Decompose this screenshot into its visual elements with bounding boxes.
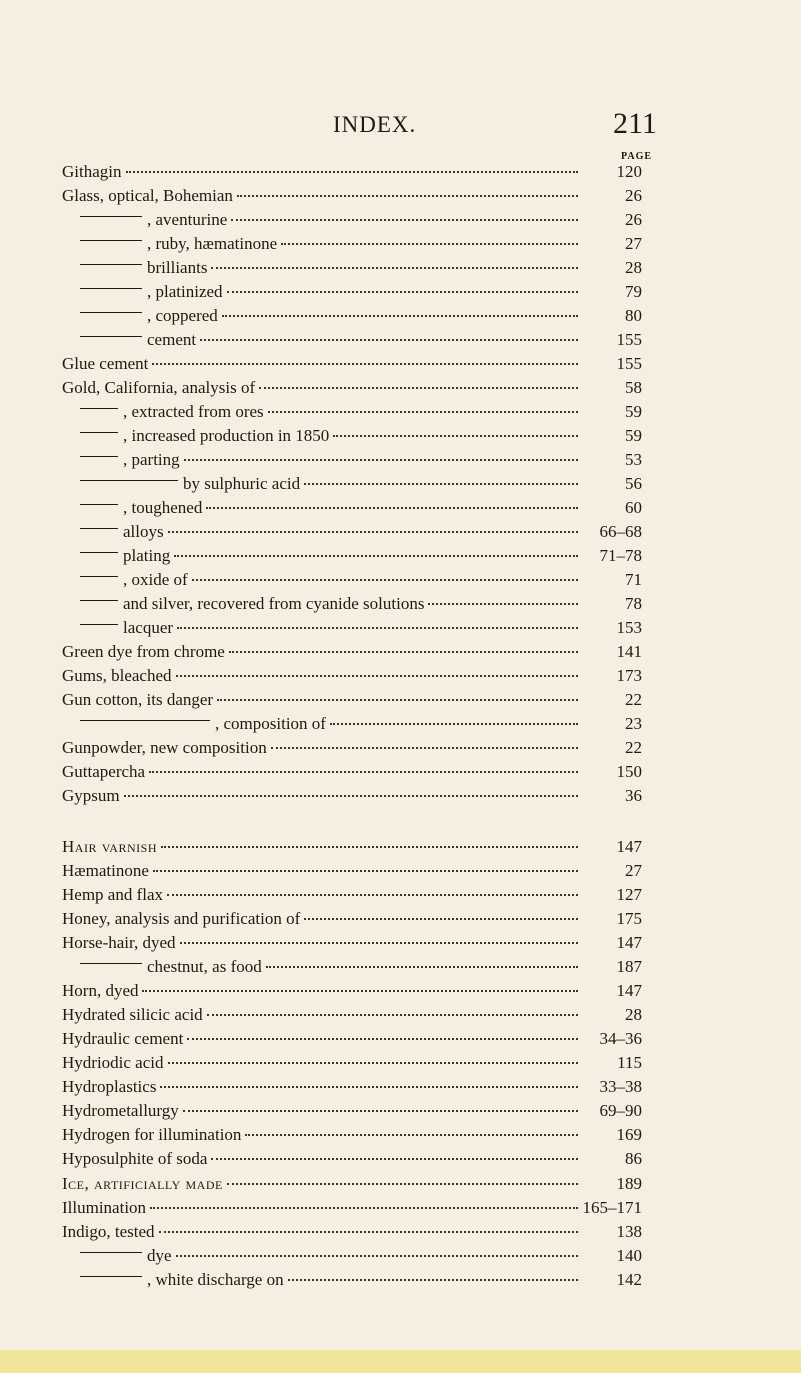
entry-label: Green dye from chrome — [62, 642, 225, 661]
entry-page-number: 147 — [616, 981, 642, 1000]
entry-page-number: 115 — [617, 1053, 642, 1072]
entry-text — [80, 712, 326, 736]
entry-text — [62, 640, 225, 664]
index-entry — [62, 184, 642, 208]
ditto-dash — [80, 264, 142, 265]
entry-label: , toughened — [123, 498, 203, 517]
dot-leader — [237, 195, 578, 197]
entry-text — [80, 232, 277, 256]
dot-leader — [211, 1158, 578, 1160]
index-entry — [62, 760, 642, 784]
entry-page-number: 22 — [625, 738, 642, 757]
dot-leader — [159, 1231, 578, 1233]
entry-label: chestnut, as food — [147, 957, 262, 976]
entry-page-number: 155 — [616, 330, 642, 349]
dot-leader — [184, 459, 578, 461]
index-entry — [62, 424, 642, 448]
index-entry — [62, 931, 642, 955]
dot-leader — [161, 846, 578, 848]
index-entry — [62, 1172, 642, 1196]
index-entry — [62, 907, 642, 931]
dot-leader — [206, 507, 578, 509]
entry-text — [62, 859, 149, 883]
ditto-dash — [80, 432, 118, 433]
entry-label: Indigo, tested — [62, 1222, 155, 1241]
entry-text — [62, 1220, 155, 1244]
entry-label: Guttapercha — [62, 762, 146, 781]
entry-text — [62, 160, 122, 184]
entry-text — [80, 472, 300, 496]
dot-leader — [227, 291, 578, 293]
entry-text — [80, 520, 164, 544]
index-entry — [62, 640, 642, 664]
dot-leader — [271, 747, 578, 749]
dot-leader — [231, 219, 578, 221]
dot-leader — [142, 990, 578, 992]
entry-page-number: 150 — [616, 762, 642, 781]
entry-page-number: 27 — [625, 234, 642, 253]
ditto-dash — [80, 528, 118, 529]
index-entry — [62, 712, 642, 736]
entry-page-number: 28 — [625, 1005, 642, 1024]
entry-label: , composition of — [215, 714, 326, 733]
entry-page-number: 33–38 — [599, 1077, 642, 1096]
entry-page-number: 34–36 — [599, 1029, 642, 1048]
dot-leader — [330, 723, 578, 725]
entry-text — [80, 1244, 172, 1268]
index-entry — [62, 1051, 642, 1075]
entry-page-number: 69–90 — [599, 1101, 642, 1120]
entry-text — [62, 376, 255, 400]
entry-page-number: 23 — [625, 714, 642, 733]
index-entry — [62, 1027, 642, 1051]
index-entry — [62, 520, 642, 544]
dot-leader — [207, 1014, 578, 1016]
ditto-dash — [80, 1276, 142, 1277]
index-entry — [62, 256, 642, 280]
entry-label: , aventurine — [147, 210, 228, 229]
dot-leader — [304, 918, 578, 920]
index-entry — [62, 472, 642, 496]
entry-page-number: 59 — [625, 402, 642, 421]
ditto-dash — [80, 288, 142, 289]
entry-text — [80, 400, 264, 424]
entry-page-number: 60 — [625, 498, 642, 517]
entry-label: cement — [147, 330, 197, 349]
dot-leader — [266, 966, 578, 968]
entry-text — [80, 328, 196, 352]
entry-text — [80, 304, 218, 328]
entry-label: Glass, optical, Bohemian — [62, 186, 233, 205]
dot-leader — [428, 603, 578, 605]
entry-page-number: 173 — [616, 666, 642, 685]
entry-text — [62, 1172, 223, 1196]
dot-leader — [167, 894, 578, 896]
index-entry — [62, 784, 642, 808]
dot-leader — [259, 387, 578, 389]
entry-label: Horn, dyed — [62, 981, 139, 1000]
entry-text — [62, 784, 120, 808]
entry-label: Hydrated silicic acid — [62, 1005, 203, 1024]
entry-text — [62, 760, 145, 784]
entry-text — [80, 544, 170, 568]
dot-leader — [126, 171, 579, 173]
index-entry — [62, 568, 642, 592]
index-section-g — [62, 160, 642, 808]
entry-page-number: 140 — [616, 1246, 642, 1265]
entry-page-number: 71–78 — [599, 546, 642, 565]
ditto-dash — [80, 552, 118, 553]
ditto-dash — [80, 576, 118, 577]
index-entry — [62, 1147, 642, 1171]
running-title: INDEX. — [333, 112, 417, 137]
entry-label: , extracted from ores — [123, 402, 264, 421]
entry-label: dye — [147, 1246, 172, 1265]
dot-leader — [180, 942, 578, 944]
entry-label: Hemp and flax — [62, 885, 164, 904]
index-entry — [62, 160, 642, 184]
entry-text — [62, 1099, 179, 1123]
index-entry — [62, 328, 642, 352]
index-entry — [62, 400, 642, 424]
index-entry — [62, 280, 642, 304]
page-column-label: PAGE — [621, 151, 653, 162]
entry-text — [62, 1003, 203, 1027]
dot-leader — [200, 339, 578, 341]
index-entry — [62, 955, 642, 979]
entry-label: lacquer — [123, 618, 174, 637]
entry-label: Honey, analysis and purification of — [62, 909, 301, 928]
entry-page-number: 120 — [616, 162, 642, 181]
ditto-dash — [80, 216, 142, 217]
entry-label: Glue cement — [62, 354, 149, 373]
index-entry — [62, 1196, 642, 1220]
index-entry — [62, 232, 642, 256]
entry-page-number: 187 — [616, 957, 642, 976]
entry-page-number: 141 — [616, 642, 642, 661]
dot-leader — [150, 1207, 578, 1209]
entry-text — [62, 1196, 146, 1220]
entry-text — [80, 208, 227, 232]
dot-leader — [245, 1134, 578, 1136]
entry-text — [62, 664, 172, 688]
entry-text — [62, 184, 233, 208]
entry-text — [80, 1268, 284, 1292]
entry-label: , parting — [123, 450, 180, 469]
ditto-dash — [80, 408, 118, 409]
entry-text — [62, 1147, 207, 1171]
entry-page-number: 22 — [625, 690, 642, 709]
dot-leader — [152, 363, 578, 365]
entry-text — [80, 448, 180, 472]
index-entry — [62, 1268, 642, 1292]
entry-page-number: 153 — [616, 618, 642, 637]
entry-label: Gypsum — [62, 786, 120, 805]
entry-text — [80, 616, 173, 640]
entry-page-number: 56 — [625, 474, 642, 493]
entry-label: Hydrometallurgy — [62, 1101, 179, 1120]
dot-leader — [168, 1062, 579, 1064]
entry-label: Hæmatinone — [62, 861, 149, 880]
dot-leader — [124, 795, 578, 797]
entry-label: Horse-hair, dyed — [62, 933, 176, 952]
index-entry — [62, 835, 642, 859]
ditto-dash — [80, 456, 118, 457]
dot-leader — [160, 1086, 578, 1088]
entry-page-number: 27 — [625, 861, 642, 880]
index-entry — [62, 688, 642, 712]
index-entry — [62, 1123, 642, 1147]
entry-label: Illumination — [62, 1198, 147, 1217]
entry-page-number: 28 — [625, 258, 642, 277]
entry-page-number: 59 — [625, 426, 642, 445]
ditto-dash — [80, 504, 118, 505]
ditto-dash — [80, 240, 142, 241]
entry-label: brilliants — [147, 258, 208, 277]
entry-label: Hydriodic acid — [62, 1053, 164, 1072]
entry-text — [80, 955, 262, 979]
dot-leader — [227, 1183, 578, 1185]
entry-text — [80, 568, 188, 592]
entry-page-number: 66–68 — [599, 522, 642, 541]
entry-label: by sulphuric acid — [183, 474, 301, 493]
entry-page-number: 142 — [616, 1270, 642, 1289]
index-entry — [62, 208, 642, 232]
dot-leader — [187, 1038, 578, 1040]
entry-page-number: 138 — [616, 1222, 642, 1241]
entry-page-number: 169 — [616, 1125, 642, 1144]
entry-label: Gun cotton, its danger — [62, 690, 214, 709]
entry-label: Hydroplastics — [62, 1077, 157, 1096]
entry-label: Hydraulic cement — [62, 1029, 184, 1048]
index-entry — [62, 448, 642, 472]
index-section-i — [62, 1172, 642, 1292]
entry-text — [62, 688, 213, 712]
dot-leader — [168, 531, 578, 533]
entry-label: , ruby, hæmatinone — [147, 234, 278, 253]
index-entry — [62, 592, 642, 616]
entry-text — [80, 280, 223, 304]
entry-page-number: 175 — [616, 909, 642, 928]
entry-page-number: 189 — [616, 1174, 642, 1193]
page-number: 211 — [613, 107, 657, 140]
entry-text — [62, 1027, 183, 1051]
dot-leader — [176, 675, 578, 677]
index-section-h — [62, 835, 642, 1171]
index-entry — [62, 883, 642, 907]
entry-text — [80, 256, 207, 280]
dot-leader — [333, 435, 578, 437]
ditto-dash — [80, 720, 210, 721]
ditto-dash — [80, 336, 142, 337]
entry-page-number: 78 — [625, 594, 642, 613]
index-entry — [62, 496, 642, 520]
entry-label: Ice, artificially made — [62, 1174, 223, 1193]
ditto-dash — [80, 480, 178, 481]
dot-leader — [183, 1110, 578, 1112]
dot-leader — [222, 315, 578, 317]
ditto-dash — [80, 1252, 142, 1253]
entry-page-number: 26 — [625, 186, 642, 205]
dot-leader — [229, 651, 578, 653]
entry-text — [62, 1075, 156, 1099]
ditto-dash — [80, 624, 118, 625]
entry-label: , oxide of — [123, 570, 188, 589]
entry-page-number: 127 — [616, 885, 642, 904]
ditto-dash — [80, 963, 142, 964]
entry-label: , increased production in 1850 — [123, 426, 330, 445]
dot-leader — [211, 267, 578, 269]
entry-label: Githagin — [62, 162, 122, 181]
dot-leader — [288, 1279, 578, 1281]
index-entry — [62, 1244, 642, 1268]
entry-text — [80, 496, 202, 520]
index-entry — [62, 736, 642, 760]
entry-text — [62, 352, 148, 376]
entry-text — [62, 931, 176, 955]
entry-label: Gums, bleached — [62, 666, 172, 685]
entry-label: Gold, California, analysis of — [62, 378, 256, 397]
ditto-dash — [80, 600, 118, 601]
ditto-dash — [80, 312, 142, 313]
entry-text — [62, 1051, 164, 1075]
entry-page-number: 147 — [616, 837, 642, 856]
entry-text — [80, 592, 424, 616]
entry-text — [62, 883, 163, 907]
entry-label: Hair varnish — [62, 837, 157, 856]
entry-page-number: 71 — [625, 570, 642, 589]
entry-label: alloys — [123, 522, 164, 541]
entry-text — [62, 1123, 241, 1147]
index-entry — [62, 664, 642, 688]
entry-text — [62, 979, 138, 1003]
dot-leader — [176, 1255, 578, 1257]
entry-page-number: 165–171 — [582, 1198, 642, 1217]
entry-page-number: 26 — [625, 210, 642, 229]
page-edge-strip — [0, 1350, 801, 1373]
entry-page-number: 58 — [625, 378, 642, 397]
dot-leader — [268, 411, 578, 413]
dot-leader — [281, 243, 578, 245]
entry-page-number: 53 — [625, 450, 642, 469]
index-entry — [62, 352, 642, 376]
entry-page-number: 36 — [625, 786, 642, 805]
dot-leader — [174, 555, 578, 557]
entry-text — [62, 907, 300, 931]
entry-label: plating — [123, 546, 171, 565]
dot-leader — [304, 483, 578, 485]
entry-label: , white discharge on — [147, 1270, 284, 1289]
index-entry — [62, 376, 642, 400]
dot-leader — [177, 627, 578, 629]
entry-label: Hydrogen for illumination — [62, 1125, 242, 1144]
index-entry — [62, 1099, 642, 1123]
entry-label: Gunpowder, new composition — [62, 738, 267, 757]
index-entry — [62, 979, 642, 1003]
index-entry — [62, 1220, 642, 1244]
entry-page-number: 79 — [625, 282, 642, 301]
index-entry — [62, 544, 642, 568]
entry-label: Hyposulphite of soda — [62, 1149, 208, 1168]
dot-leader — [149, 771, 578, 773]
entry-page-number: 86 — [625, 1149, 642, 1168]
index-entry — [62, 616, 642, 640]
dot-leader — [153, 870, 578, 872]
entry-text — [62, 736, 267, 760]
dot-leader — [192, 579, 578, 581]
entry-text — [80, 424, 329, 448]
index-entry — [62, 1003, 642, 1027]
entry-text — [62, 835, 157, 859]
index-entry — [62, 304, 642, 328]
entry-page-number: 80 — [625, 306, 642, 325]
dot-leader — [217, 699, 578, 701]
entry-label: , coppered — [147, 306, 218, 325]
entry-page-number: 147 — [616, 933, 642, 952]
index-entry — [62, 859, 642, 883]
index-entry — [62, 1075, 642, 1099]
entry-page-number: 155 — [616, 354, 642, 373]
entry-label: , platinized — [147, 282, 223, 301]
entry-label: and silver, recovered from cyanide solutions — [123, 594, 425, 613]
